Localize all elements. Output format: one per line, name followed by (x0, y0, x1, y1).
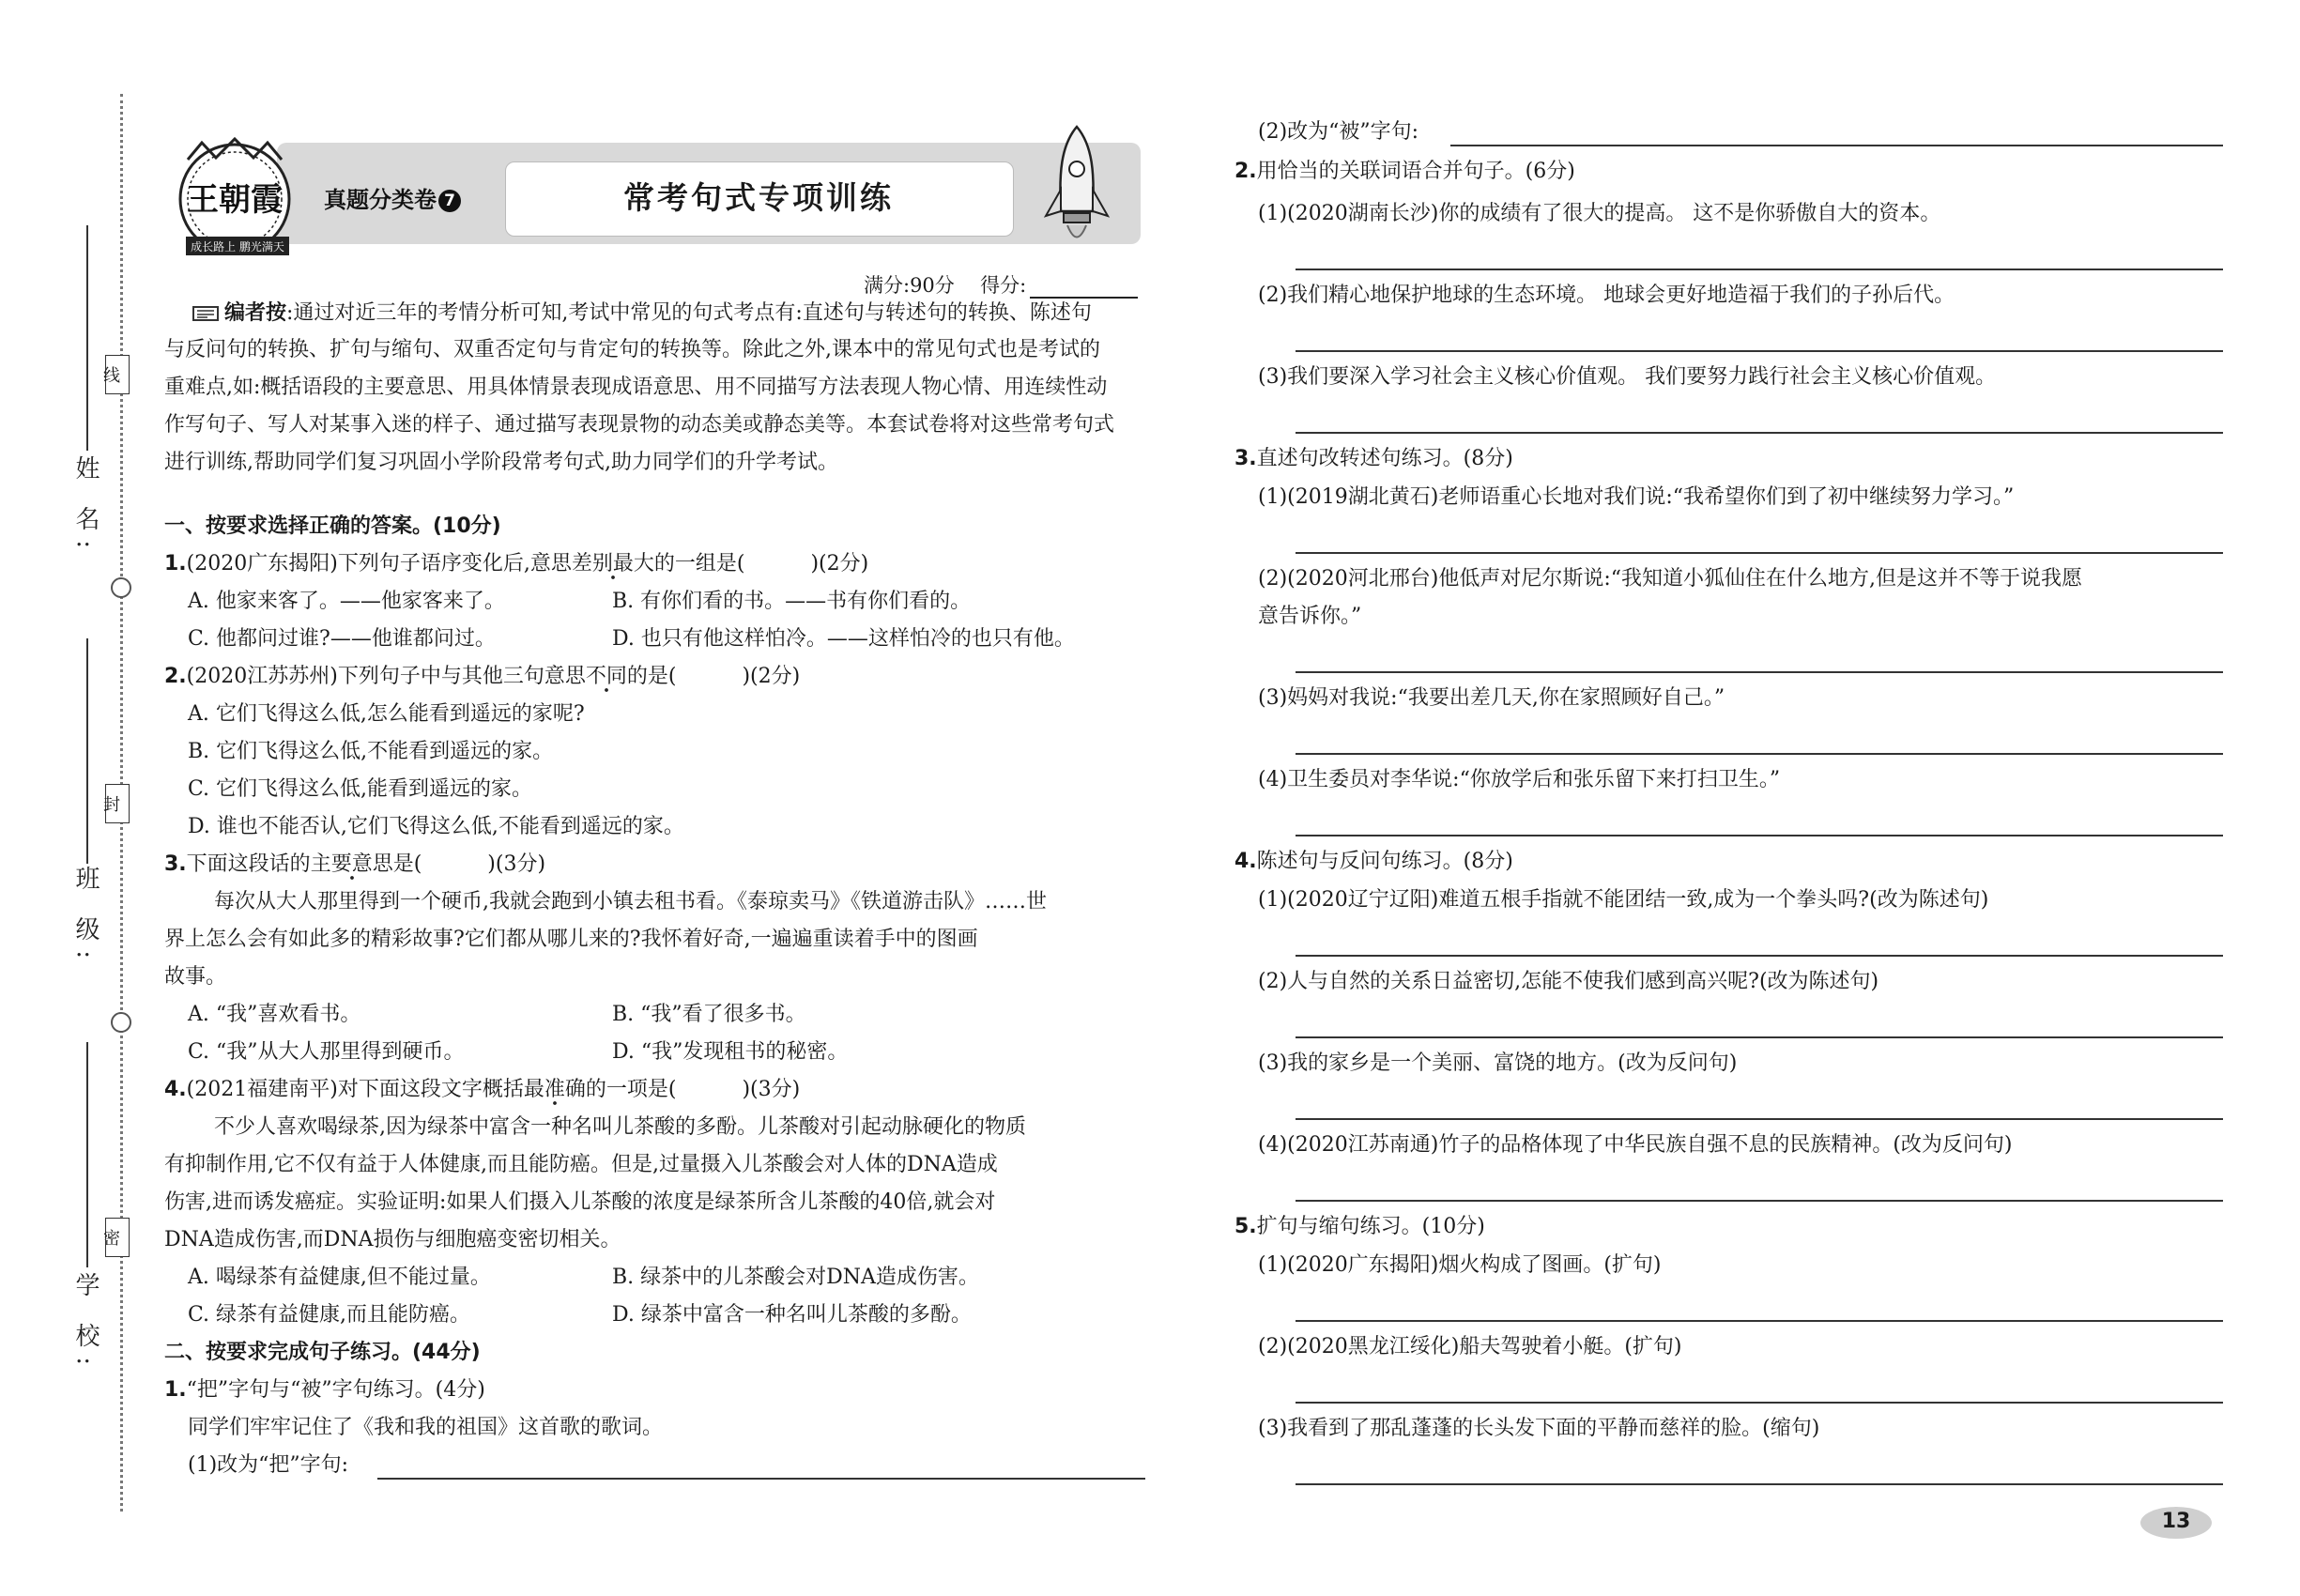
q3-score: )(3分) (487, 852, 546, 876)
p2-q1-stem (164, 1378, 485, 1403)
binding-word-mi: 密 (105, 1218, 130, 1257)
p2-q4-item-1: (1)(2020辽宁辽阳)难道五根手指就不能团结一致,成为一个拳头吗?(改为陈述句) (1258, 888, 1989, 912)
q4-option-c: C. 绿茶有益健康,而且能防癌。 (188, 1303, 471, 1327)
q2-stem (164, 665, 800, 689)
class-field-label: 班 级: (71, 866, 100, 969)
binding-hole (111, 1012, 131, 1033)
q4-number: 4. (164, 1078, 187, 1101)
p2-q2-stem (1234, 160, 1575, 184)
q4-passage-line-4: DNA造成伤害,而DNA损伤与细胞癌变密切相关。 (164, 1228, 621, 1251)
p2-q3-item-1: (1)(2019湖北黄石)老师语重心长地对我们说:“我希望你们到了初中继续努力学习。” (1258, 485, 2015, 509)
p2-q2-item-2-answer-line[interactable] (1296, 350, 2223, 352)
q2-option-b: B. 它们飞得这么低,不能看到遥远的家。 (188, 740, 554, 763)
q4-passage-line-3: 伤害,进而诱发癌症。实验证明:如果人们摄入儿茶酸的浓度是绿茶所含儿茶酸的40倍,就会对 (164, 1190, 996, 1214)
brand-slogan: 成长路上 鹏光满天 (191, 240, 284, 253)
p2-q2-item-1-answer-line[interactable] (1296, 269, 2223, 270)
q1-emphasis: 差别最大 (572, 552, 654, 581)
intro-text: :通过对近三年的考情分析可知,考试中常见的句式考点有:直述句与转述句的转换、陈述句 (286, 301, 1092, 325)
q3-stem (164, 852, 545, 877)
p2-q3-item-2: (2)(2020河北邢台)他低声对尼尔斯说:“我知道小狐仙住在什么地方,但是这并不等于说我愿 (1258, 567, 2082, 591)
q3-passage-line-3: 故事。 (164, 965, 227, 989)
p2-q5-item-2: (2)(2020黑龙江绥化)船夫驾驶着小艇。(扩句) (1258, 1335, 1682, 1358)
q4-pre: (2021福建南平)对下面这段文字概括 (186, 1078, 524, 1101)
q3-option-c: C. “我”从大人那里得到硬币。 (188, 1040, 465, 1064)
p2-q1-b-answer-line[interactable] (1450, 145, 2223, 146)
q2-option-c: C. 它们飞得这么低,能看到遥远的家。 (188, 777, 533, 801)
p2-q3-item-4-answer-line[interactable] (1296, 835, 2223, 836)
q4-stem (164, 1078, 800, 1102)
q1-option-c: C. 他都问过谁?——他谁都问过。 (188, 627, 496, 651)
q3-passage-line-1: 每次从大人那里得到一个硬币,我就会跑到小镇去租书看。《泰琼卖马》《铁道游击队》……世 (214, 890, 1047, 913)
score-label: 得分: (980, 274, 1027, 297)
name-field-label: 姓 名: (71, 455, 100, 559)
intro-line-5: 进行训练,帮助同学们复习巩固小学阶段常考句式,助力同学们的升学考试。 (164, 451, 838, 474)
p2-q2-item-2: (2)我们精心地保护地球的生态环境。 地球会更好地造福于我们的子孙后代。 (1258, 284, 1955, 307)
binding-word-xian: 线 (105, 355, 130, 394)
brand-logo (160, 131, 314, 263)
q2-option-a: A. 它们飞得这么低,怎么能看到遥远的家呢? (188, 702, 585, 726)
p2-q1-b-label: (2)改为“被”字句: (1258, 120, 1419, 144)
editor-note-icon (192, 305, 221, 322)
p2-q4-number: 4. (1234, 850, 1257, 873)
q3-pre: 下面这段话的 (186, 852, 311, 876)
score-line (864, 270, 1138, 299)
q1-option-a: A. 他家来客了。——他家客来了。 (188, 590, 505, 613)
p2-q1-title: “把”字句与“被”字句练习。(4分) (186, 1378, 485, 1402)
school-field-line[interactable] (86, 1042, 88, 1267)
q2-number: 2. (164, 665, 187, 688)
q2-emphasis: 不同 (586, 665, 627, 694)
p2-q3-item-3: (3)妈妈对我说:“我要出差几天,你在家照顾好自己。” (1258, 686, 1725, 710)
rocket-icon (1033, 122, 1122, 253)
p2-q3-title: 直述句改转述句练习。(8分) (1256, 447, 1513, 470)
p2-q4-item-2-answer-line[interactable] (1296, 1036, 2223, 1038)
p2-q2-item-3-answer-line[interactable] (1296, 432, 2223, 434)
intro-line-2: 与反问句的转换、扩句与缩句、双重否定句与肯定句的转换等。除此之外,课本中的常见句式也是考试的 (164, 338, 1100, 361)
p2-q3-item-4: (4)卫生委员对李华说:“你放学后和张乐留下来打扫卫生。” (1258, 768, 1781, 791)
q4-post: 的一项是( (585, 1078, 677, 1101)
q2-option-d: D. 谁也不能否认,它们飞得这么低,不能看到遥远的家。 (188, 815, 684, 838)
p2-q5-title: 扩句与缩句练习。(10分) (1256, 1215, 1485, 1238)
q3-option-b: B. “我”看了很多书。 (612, 1003, 806, 1026)
q2-pre: (2020江苏苏州)下列句子中与其他三句意思 (186, 665, 586, 688)
q2-score: )(2分) (742, 665, 801, 688)
q4-passage-line-1: 不少人喜欢喝绿茶,因为绿茶中富含一种名叫儿茶酸的多酚。儿茶酸对引起动脉硬化的物质 (214, 1115, 1026, 1139)
p2-q5-item-3: (3)我看到了那乱蓬蓬的长头发下面的平静而慈祥的脸。(缩句) (1258, 1417, 1820, 1440)
brand-name: 王朝霞 (187, 181, 283, 219)
page-number: 13 (2161, 1510, 2191, 1533)
q3-answer-blank[interactable] (422, 869, 487, 870)
p2-q4-item-3-answer-line[interactable] (1296, 1118, 2223, 1120)
p2-q5-item-1-answer-line[interactable] (1296, 1320, 2223, 1322)
intro-line-3: 重难点,如:概括语段的主要意思、用具体情景表现成语意思、用不同描写方法表现人物心情、用连续性动 (164, 376, 1108, 399)
q4-passage-line-2: 有抑制作用,它不仅有益于人体健康,而且能防癌。但是,过量摄入儿茶酸会对人体的DNA造成 (164, 1153, 998, 1176)
p2-q1-number: 1. (164, 1378, 187, 1402)
intro-lead: 编者按 (224, 300, 287, 325)
q1-option-b: B. 有你们看的书。——书有你们看的。 (612, 590, 972, 613)
p2-q1-a-answer-line[interactable] (377, 1478, 1145, 1480)
p2-q3-item-2-cont: 意告诉你。” (1258, 605, 1362, 628)
q4-option-d: D. 绿茶中富含一种名叫儿茶酸的多酚。 (612, 1303, 972, 1327)
p2-q2-number: 2. (1234, 160, 1257, 183)
p2-q2-item-3: (3)我们要深入学习社会主义核心价值观。 我们要努力践行社会主义核心价值观。 (1258, 365, 1997, 389)
q1-stem (164, 552, 868, 576)
p2-q3-item-2-answer-line[interactable] (1296, 671, 2223, 673)
exam-tag-label: 真题分类卷 (324, 187, 437, 213)
exam-tag-number: 7 (438, 190, 461, 212)
p2-q1-sentence: 同学们牢牢记住了《我和我的祖国》这首歌的歌词。 (188, 1416, 664, 1439)
part2-heading: 二、按要求完成句子练习。(44分) (164, 1341, 481, 1364)
q3-number: 3. (164, 852, 187, 876)
intro-line-1 (192, 300, 1092, 326)
p2-q4-item-4: (4)(2020江苏南通)竹子的品格体现了中华民族自强不息的民族精神。(改为反问句) (1258, 1133, 2013, 1157)
binding-hole (111, 577, 131, 598)
q2-answer-blank[interactable] (676, 682, 742, 683)
name-field-line[interactable] (86, 225, 88, 451)
binding-word-feng: 封 (105, 784, 130, 823)
q1-answer-blank[interactable] (744, 569, 810, 570)
q1-option-d: D. 也只有他这样怕冷。——这样怕冷的也只有他。 (612, 627, 1075, 651)
q1-score: )(2分) (810, 552, 869, 575)
p2-q1-a-label: (1)改为“把”字句: (188, 1453, 349, 1477)
q1-post: 的一组是( (653, 552, 745, 575)
class-field-line[interactable] (86, 638, 88, 864)
p2-q5-item-1: (1)(2020广东揭阳)烟火构成了图画。(扩句) (1258, 1253, 1662, 1277)
p2-q2-title: 用恰当的关联词语合并句子。(6分) (1256, 160, 1575, 183)
p2-q3-item-1-answer-line[interactable] (1296, 552, 2223, 554)
intro-line-4: 作写句子、写人对某事入迷的样子、通过描写表现景物的动态美或静态美等。本套试卷将对这些常考句式 (164, 413, 1115, 437)
q4-answer-blank[interactable] (676, 1095, 742, 1096)
q1-pre: (2020广东揭阳)下列句子语序变化后,意思 (186, 552, 572, 575)
q3-option-d: D. “我”发现租书的秘密。 (612, 1040, 849, 1064)
school-field-label: 学 校: (71, 1272, 100, 1375)
p2-q3-stem (1234, 447, 1513, 471)
full-score: 满分:90分 (864, 274, 955, 297)
exam-tag (324, 181, 461, 214)
p2-q4-title: 陈述句与反问句练习。(8分) (1256, 850, 1513, 873)
q3-passage-line-2: 界上怎么会有如此多的精彩故事?它们都从哪儿来的?我怀着好奇,一遍遍重读着手中的图画 (164, 928, 978, 951)
q3-post: 是( (392, 852, 422, 876)
p2-q2-item-1: (1)(2020湖南长沙)你的成绩有了很大的提高。 这不是你骄傲自大的资本。 (1258, 202, 1941, 225)
p2-q4-item-3: (3)我的家乡是一个美丽、富饶的地方。(改为反问句) (1258, 1051, 1738, 1075)
p2-q5-stem (1234, 1215, 1485, 1239)
p2-q3-number: 3. (1234, 447, 1257, 470)
p2-q4-item-4-answer-line[interactable] (1296, 1200, 2223, 1202)
q1-number: 1. (164, 552, 187, 575)
q4-option-b: B. 绿茶中的儿茶酸会对DNA造成伤害。 (612, 1266, 979, 1289)
part1-heading: 一、按要求选择正确的答案。(10分) (164, 514, 501, 538)
p2-q5-number: 5. (1234, 1215, 1257, 1238)
q4-emphasis: 最准确 (524, 1078, 586, 1107)
p2-q5-item-3-answer-line[interactable] (1296, 1483, 2223, 1485)
p2-q4-item-1-answer-line[interactable] (1296, 955, 2223, 957)
q3-option-a: A. “我”喜欢看书。 (188, 1003, 361, 1026)
q4-score: )(3分) (742, 1078, 801, 1101)
q4-option-a: A. 喝绿茶有益健康,但不能过量。 (188, 1266, 491, 1289)
q2-post: 的是( (626, 665, 677, 688)
p2-q5-item-2-answer-line[interactable] (1296, 1402, 2223, 1404)
p2-q4-stem (1234, 850, 1513, 874)
page-title: 常考句式专项训练 (623, 179, 894, 216)
score-blank[interactable] (1030, 278, 1138, 299)
p2-q4-item-2: (2)人与自然的关系日益密切,怎能不使我们感到高兴呢?(改为陈述句) (1258, 970, 1879, 993)
p2-q3-item-3-answer-line[interactable] (1296, 753, 2223, 755)
q3-emphasis: 主要意思 (311, 852, 393, 882)
